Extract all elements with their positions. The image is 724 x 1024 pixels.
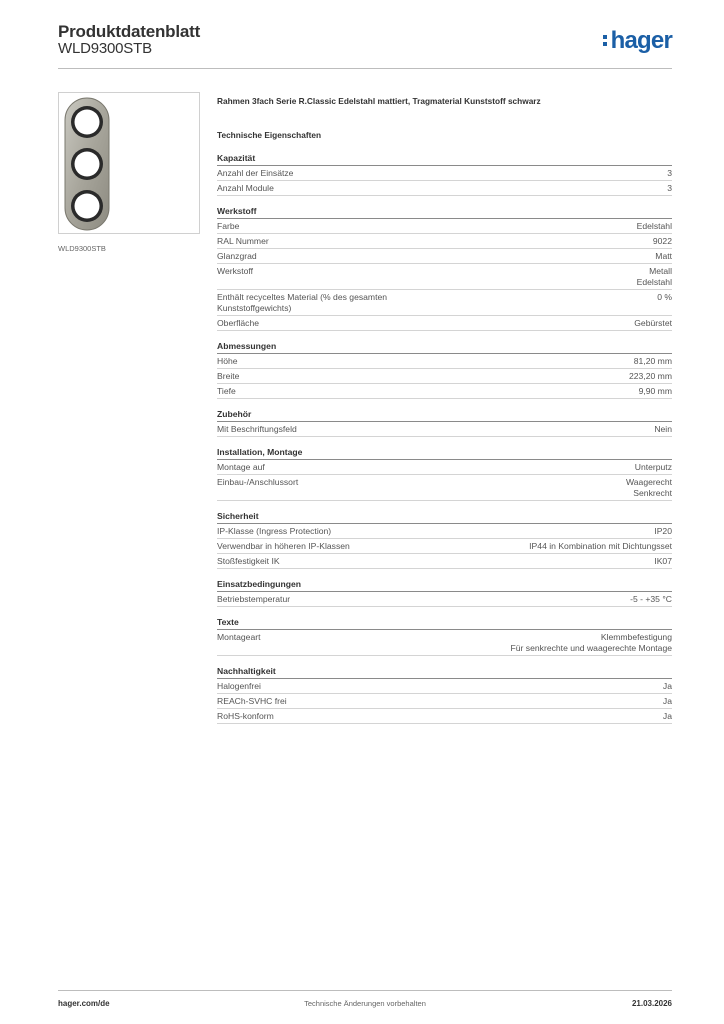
property-row <box>217 181 672 196</box>
property-value <box>654 526 672 537</box>
property-value-line: Edelstahl <box>636 221 672 231</box>
property-value-line: Unterputz <box>634 462 672 472</box>
property-group <box>217 578 672 607</box>
property-row <box>217 249 672 264</box>
property-value-line: 81,20 mm <box>633 356 672 366</box>
property-value <box>667 183 672 194</box>
property-row <box>217 554 672 569</box>
property-value <box>654 556 672 567</box>
property-value-line: Nein <box>654 424 672 434</box>
property-value-line: 3 <box>667 168 672 178</box>
footer-date: 21.03.2026 <box>631 999 672 1008</box>
property-value-line: Senkrecht <box>633 488 672 498</box>
property-value <box>634 318 672 329</box>
property-label: IP-Klasse (Ingress Protection) <box>217 526 332 536</box>
footer-disclaimer: Technische Änderungen vorbehalten <box>304 999 426 1008</box>
property-row <box>217 264 672 290</box>
property-value-line: Ja <box>662 681 672 691</box>
property-value <box>654 424 672 435</box>
property-row <box>217 219 672 234</box>
property-group <box>217 665 672 724</box>
property-value <box>629 371 672 382</box>
group-title: Abmessungen <box>217 340 672 354</box>
property-value-line: Metall <box>649 266 672 276</box>
property-group <box>217 152 672 196</box>
property-label: Einbau-/Anschlussort <box>217 477 299 487</box>
property-value-line: Klemmbefestigung <box>600 632 672 642</box>
property-row <box>217 290 672 316</box>
page-footer <box>58 990 672 1008</box>
property-value-line: Für senkrechte und waagerechte Montage <box>510 643 672 653</box>
property-group <box>217 408 672 437</box>
technical-properties-title: Technische Eigenschaften <box>217 130 322 140</box>
property-value <box>529 541 672 552</box>
property-label: Mit Beschriftungsfeld <box>217 424 297 434</box>
property-label: Anzahl Module <box>217 183 274 193</box>
property-row <box>217 354 672 369</box>
property-label: Verwendbar in höheren IP-Klassen <box>217 541 350 551</box>
property-value-line: 3 <box>667 183 672 193</box>
property-label: Höhe <box>217 356 238 366</box>
property-label: Breite <box>217 371 240 381</box>
group-title: Werkstoff <box>217 205 672 219</box>
property-row <box>217 384 672 399</box>
property-row <box>217 369 672 384</box>
property-value-line: 223,20 mm <box>629 371 672 381</box>
property-value-line: 0 % <box>657 292 672 302</box>
logo-text: hager <box>610 27 672 54</box>
property-group <box>217 340 672 399</box>
property-label: Glanzgrad <box>217 251 257 261</box>
property-label: Halogenfrei <box>217 681 261 691</box>
property-groups <box>217 152 672 724</box>
property-value <box>663 711 672 722</box>
property-label: Betriebstemperatur <box>217 594 291 604</box>
property-value-line: Waagerecht <box>625 477 672 487</box>
property-value-line: Edelstahl <box>636 277 672 287</box>
group-title: Zubehör <box>217 408 672 422</box>
property-group <box>217 205 672 331</box>
property-row <box>217 630 672 656</box>
property-row <box>217 316 672 331</box>
property-label: Farbe <box>217 221 240 231</box>
property-value-line: 9,90 mm <box>638 386 672 396</box>
property-row <box>217 166 672 181</box>
property-value-line: Ja <box>662 711 672 721</box>
property-value-line: IP20 <box>654 526 672 536</box>
property-row <box>217 422 672 437</box>
logo-dots-icon <box>603 35 609 49</box>
product-content <box>217 96 672 733</box>
property-value <box>637 221 672 232</box>
property-label: Montageart <box>217 632 261 642</box>
property-value <box>637 266 672 288</box>
property-value-line: -5 - +35 °C <box>630 594 672 604</box>
property-value <box>667 168 672 179</box>
frame-3fach-icon <box>59 93 201 235</box>
property-value <box>655 251 672 262</box>
property-row <box>217 539 672 554</box>
property-value <box>663 681 672 692</box>
property-value-line: Gebürstet <box>634 318 672 328</box>
group-title: Kapazität <box>217 152 672 166</box>
property-row <box>217 475 672 501</box>
property-label: Werkstoff <box>217 266 253 276</box>
property-label: RAL Nummer <box>217 236 269 246</box>
property-label: RoHS-konform <box>217 711 274 721</box>
property-value-line: IK07 <box>654 556 672 566</box>
image-caption: WLD9300STB <box>58 244 106 253</box>
property-value <box>653 236 672 247</box>
property-row <box>217 460 672 475</box>
footer-website: hager.com/de <box>58 999 110 1008</box>
property-value-line: IP44 in Kombination mit Dichtungsset <box>529 541 672 551</box>
product-description: Rahmen 3fach Serie R.Classic Edelstahl mattiert, Tragmaterial Kunststoff schwarz <box>217 96 541 106</box>
property-group <box>217 616 672 656</box>
property-value-line: 9022 <box>652 236 672 246</box>
property-label: Anzahl der Einsätze <box>217 168 294 178</box>
page-header <box>58 20 672 69</box>
document-subtitle: WLD9300STB <box>58 40 152 57</box>
group-title: Einsatzbedingungen <box>217 578 672 592</box>
group-title: Sicherheit <box>217 510 672 524</box>
property-group <box>217 510 672 569</box>
property-label: Montage auf <box>217 462 265 472</box>
property-row <box>217 234 672 249</box>
group-title: Texte <box>217 616 672 630</box>
property-row <box>217 709 672 724</box>
property-value <box>634 356 672 367</box>
property-group <box>217 446 672 501</box>
property-value <box>630 594 672 605</box>
property-label: Stoßfestigkeit IK <box>217 556 280 566</box>
property-row <box>217 694 672 709</box>
hager-logo <box>603 28 672 54</box>
document-title: Produktdatenblatt <box>58 22 201 41</box>
product-image <box>58 92 200 234</box>
property-row <box>217 524 672 539</box>
property-value <box>635 462 672 473</box>
property-value-line: Ja <box>662 696 672 706</box>
property-value-line: Matt <box>655 251 672 261</box>
group-title: Installation, Montage <box>217 446 672 460</box>
property-value <box>626 477 672 499</box>
property-value <box>511 632 672 654</box>
group-title: Nachhaltigkeit <box>217 665 672 679</box>
property-label: Enthält recyceltes Material (% des gesamten Kunststoffgewichts) <box>217 292 388 313</box>
property-value <box>663 696 672 707</box>
property-label: Tiefe <box>217 386 236 396</box>
property-value <box>639 386 672 397</box>
property-value <box>657 292 672 314</box>
property-row <box>217 592 672 607</box>
property-label: Oberfläche <box>217 318 260 328</box>
property-row <box>217 679 672 694</box>
property-label: REACh-SVHC frei <box>217 696 287 706</box>
